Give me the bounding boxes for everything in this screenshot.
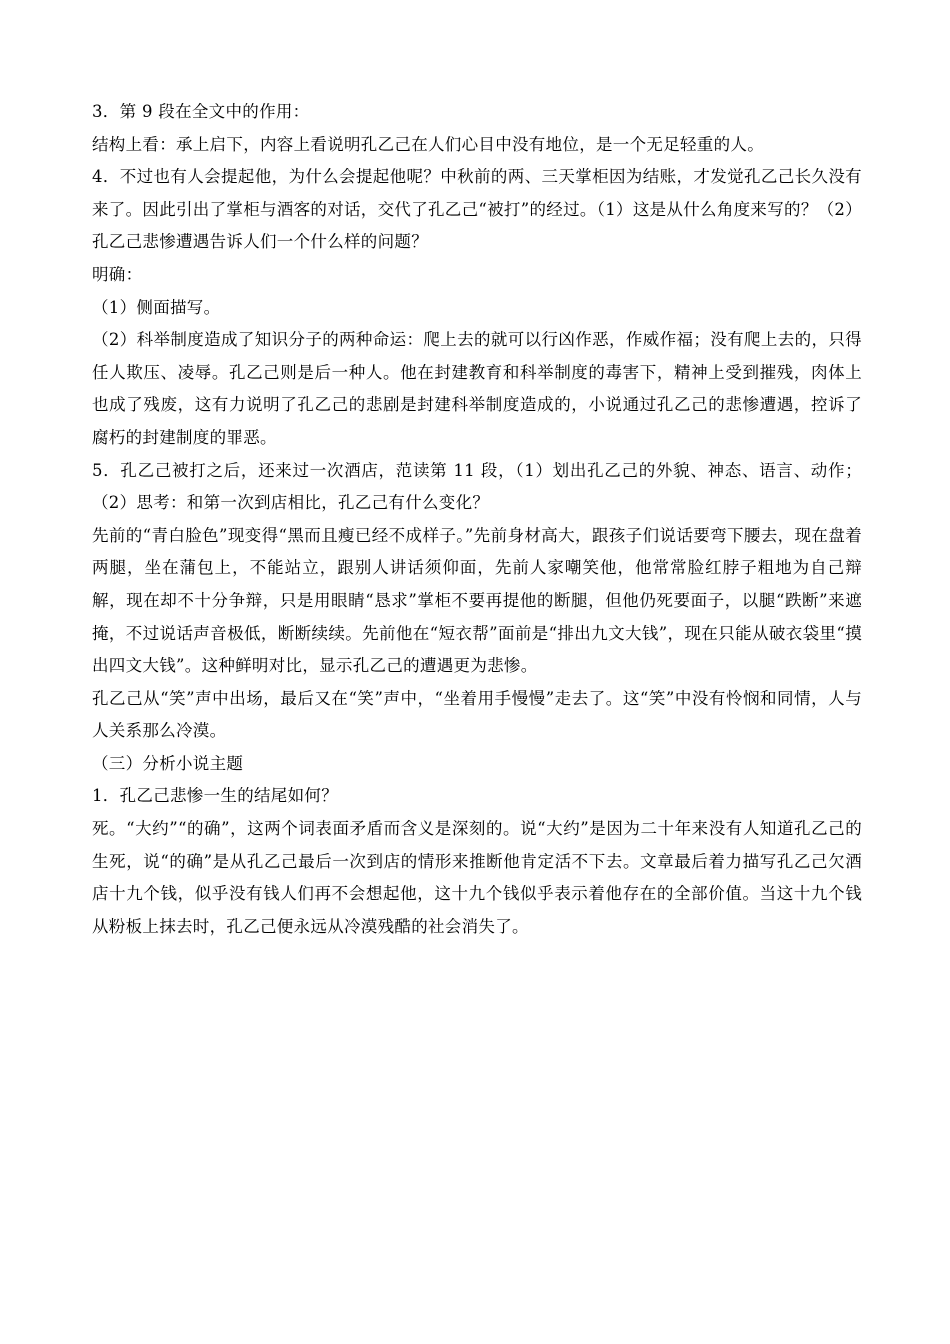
question-4-text: 4．不过也有人会提起他，为什么会提起他呢？中秋前的两、三天掌柜因为结账，才发觉孔乙己长久没有来了。因此引出了掌柜与酒客的对话，交代了孔乙己“被打”的经过。（1）这是从什么角度来写的？（2）孔乙己悲惨遭遇告诉人们一个什么样的问题？	[92, 167, 863, 252]
question-5-text: 5．孔乙己被打之后，还来过一次酒店，范读第 11 段，（1）划出孔乙己的外貌、神态、语言、动作；（2）思考：和第一次到店相比，孔乙己有什么变化？	[92, 460, 862, 513]
section-3-heading: （三）分析小说主题	[92, 753, 244, 773]
answer-5-comparison: 先前的“青白脸色”现变得“黑而且瘦已经不成样子。”先前身材高大，跟孩子们说话要弯下腰去，现在盘着两腿，坐在蒲包上，不能站立，跟别人讲话须仰面，先前人家嘲笑他，他常常脸红脖子粗地为自己辩解，现在却不十分争辩，只是用眼睛“恳求”掌柜不要再提他的断腿，但他仍死要面子，以腿“跌断”来遮掩，不过说话声音极低，断断续续。先前他在“短衣帮”面前是“排出九文大钱”，现在只能从破衣袋里“摸出四文大钱”。这种鲜明对比，显示孔乙己的遭遇更为悲惨。	[92, 525, 862, 676]
clarification-label: 明确：	[92, 264, 143, 284]
theme-question-1: 1．孔乙己悲惨一生的结尾如何？	[92, 786, 338, 806]
answer-4-part-1: （1）侧面描写。	[92, 297, 221, 317]
question-3-heading: 3．第 9 段在全文中的作用：	[92, 102, 310, 121]
theme-answer-1: 死。“大约”“的确”，这两个词表面矛盾而含义是深刻的。说“大约”是因为二十年来没有人知道孔乙己的生死，说“的确”是从孔乙己最后一次到店的情形来推断他肯定活不下去。文章最后着力描写孔乙己欠酒店十九个钱，似乎没有钱人们再不会想起他，这十九个钱似乎表示着他存在的全部价值。当这十九个钱从粉板上抹去时，孔乙己便永远从冷漠残酷的社会消失了。	[92, 819, 862, 936]
answer-4-part-2: （2）科举制度造成了知识分子的两种命运：爬上去的就可以行凶作恶，作威作福；没有爬上去的，只得任人欺压、凌辱。孔乙己则是后一种人。他在封建教育和科举制度的毒害下，精神上受到摧残，肉体上也成了残废，这有力说明了孔乙己的悲剧是封建科举制度造成的，小说通过孔乙己的悲惨遭遇，控诉了腐朽的封建制度的罪恶。	[92, 330, 862, 447]
answer-5-laughter: 孔乙己从“笑”声中出场，最后又在“笑”声中，“坐着用手慢慢”走去了。这“笑”中没有怜悯和同情，人与人关系那么冷漠。	[92, 688, 862, 741]
answer-3-text: 结构上看：承上启下，内容上看说明孔乙己在人们心目中没有地位，是一个无足轻重的人。	[92, 134, 764, 154]
document-page	[92, 96, 862, 943]
